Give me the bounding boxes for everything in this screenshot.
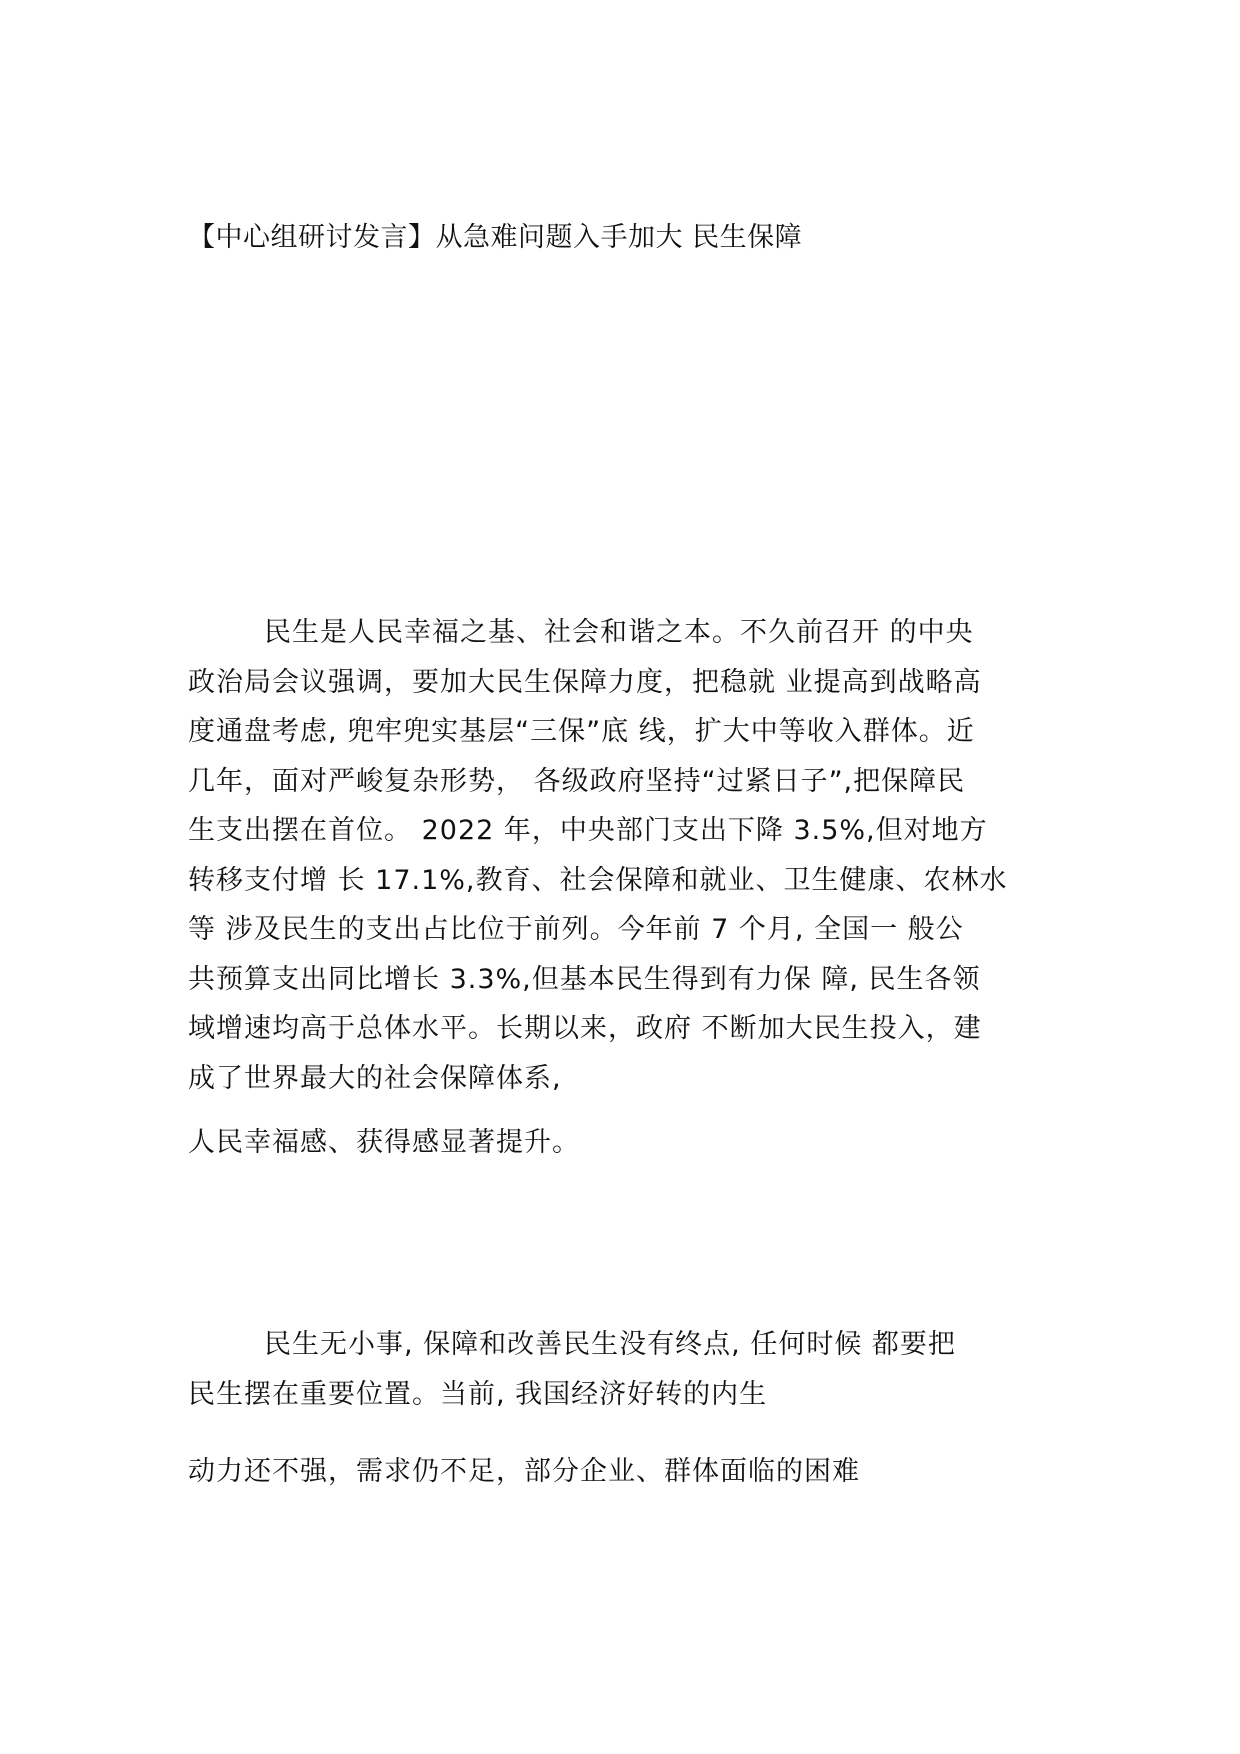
paragraph-line: 生支出摆在首位。 2022 年，中央部门支出下降 3.5%,但对地方 — [188, 815, 988, 846]
paragraph-line: 域增速均高于总体水平。长期以来，政府 不断加大民生投入，建 — [188, 1013, 982, 1044]
paragraph-line: 等 涉及民生的支出占比位于前列。今年前 7 个月, 全国一 般公 — [188, 914, 964, 945]
paragraph-line: 共预算支出同比增长 3.3%,但基本民生得到有力保 障, 民生各领 — [188, 963, 981, 995]
paragraph-line: 民生是人民幸福之基、社会和谐之本。不久前召开 的中央 — [264, 617, 974, 648]
paragraph-line: 度通盘考虑, 兜牢兜实基层“三保”底 线，扩大中等收入群体。近 — [188, 716, 975, 747]
paragraph-line: 政治局会议强调，要加大民生保障力度，把稳就 业提高到战略高 — [188, 666, 982, 698]
paragraph-line: 民生摆在重要位置。当前, 我国经济好转的内生 — [188, 1378, 768, 1410]
paragraph-1 — [188, 608, 1068, 1103]
paragraph-line: 转移支付增 长 17.1%,教育、社会保障和就业、卫生健康、农林水 — [188, 864, 1008, 896]
paragraph-line: 成了世界最大的社会保障体系, — [188, 1062, 562, 1094]
paragraph-1-tail: 人民幸福感、获得感显著提升。 — [188, 1127, 580, 1158]
paragraph-2 — [188, 1320, 1068, 1419]
paragraph-line: 民生无小事, 保障和改善民生没有终点, 任何时候 都要把 — [264, 1329, 956, 1360]
document-title: 【中心组研讨发言】从急难问题入手加大 民生保障 — [188, 222, 803, 253]
paragraph-2-tail: 动力还不强，需求仍不足，部分企业、群体面临的困难 — [188, 1456, 860, 1487]
paragraph-line: 几年，面对严峻复杂形势， 各级政府坚持“过紧日子”,把保障民 — [188, 765, 966, 797]
